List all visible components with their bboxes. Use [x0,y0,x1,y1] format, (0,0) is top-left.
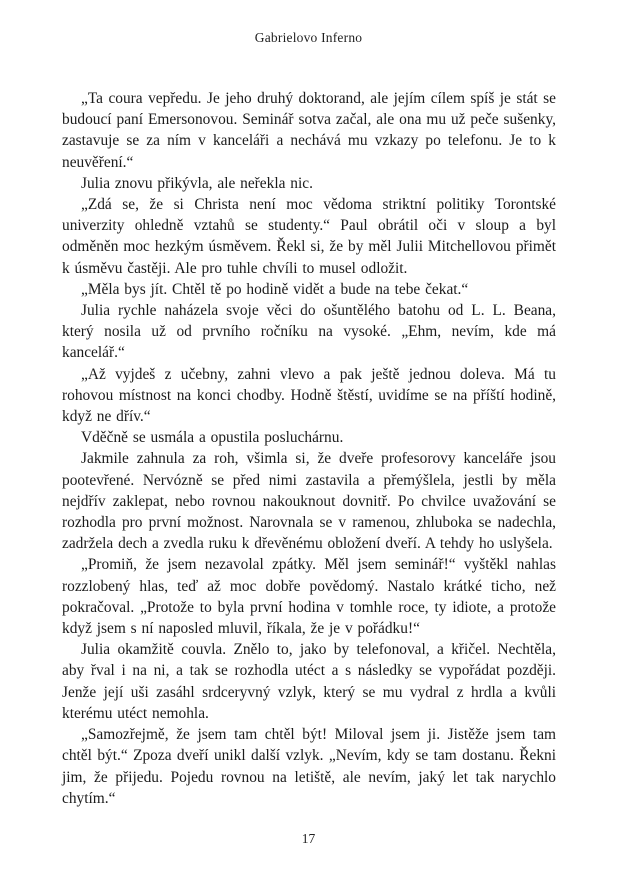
page-number: 17 [301,831,316,846]
paragraph: „Až vyjdeš z učebny, zahni vlevo a pak ještě jednou doleva. Má tu rohovou místnost na konci chodby. Hodně štěstí, uvidíme se na příští hodině, když ne dřív.“ [62,365,556,426]
paragraph: „Promiň, že jsem nezavolal zpátky. Měl jsem seminář!“ vyštěkl nahlas rozzlobený hlas, teď až moc dobře povědomý. Nastalo krátké ticho, než pokračoval. „Protože to byla první hodina v tomhle roce, ty idiote, a protože když jsem s ní naposled mluvil, říkala, že je v pořádku!“ [62,556,556,638]
paragraph: „Samozřejmě, že jsem tam chtěl být! Miloval jsem ji. Jistěže jsem tam chtěl být.“ Zpoza dveří unikl další vzlyk. „Nevím, kdy se tam dostanu. Řekni jim, že přijedu. Pojedu rovnou na letiště, ale nevím, jaký let tak narychlo chytím.“ [62,726,556,807]
paragraph: Julia rychle naházela svoje věci do ošuntělého batohu od L. L. Beana, který nosila už od prvního ročníku na vysoké. „Ehm, nevím, kde má kancelář.“ [62,302,556,362]
paragraph: Julia okamžitě couvla. Znělo to, jako by telefonoval, a křičel. Nechtěla, aby řval i na ni, a tak se rozhodla utéct a s následky se vypořádat později. Jenže její uši zasáhl srdceryvný vzlyk, který se mu vydral z hrdla a kvůli kterému utéct nemohla. [62,641,556,722]
paragraph: „Ta coura vepředu. Je jeho druhý doktorand, ale jejím cílem spíš je stát se budoucí paní Emersonovou. Seminář sotva začal, ale ona mu už peče sušenky, zastavuje se za ním v kanceláři a nechává mu vzkazy po telefonu. Je to k neuvěření.“ [62,90,556,171]
running-header-book-title: Gabrielovo Inferno [254,30,363,45]
paragraph: „Zdá se, že si Christa není moc vědoma striktní politiky Torontské univerzity ohledně vztahů se studenty.“ Paul obrátil oči v sloup a byl odměněn moc hezkým úsměvem. Řekl si, že by měl Julii Mitchellovou přimět k úsměvu častěji. Ale pro tuhle chvíli to musel odložit. [62,196,556,277]
paragraph: „Měla bys jít. Chtěl tě po hodině vidět a bude na tebe čekat.“ [81,280,469,298]
paragraph: Vděčně se usmála a opustila posluchárnu. [81,429,344,447]
paragraph: Julia znovu přikývla, ale neřekla nic. [81,174,313,192]
paragraph: Jakmile zahnula za roh, všimla si, že dveře profesorovy kanceláře jsou pootevřené. Nervózně se před nimi zastavila a přemýšlela, jestli by měla nejdřív zaklepat, nebo rovnou nakouknout dovnitř. Po chvilce uvažování se rozhodla pro první možnost. Narovnala se v ramenou, zhluboka se nadechla, zadržela dech a zvedla ruku k dřevěnému obložení dveří. A tehdy ho uslyšela. [62,450,556,553]
body-text [62,88,556,809]
